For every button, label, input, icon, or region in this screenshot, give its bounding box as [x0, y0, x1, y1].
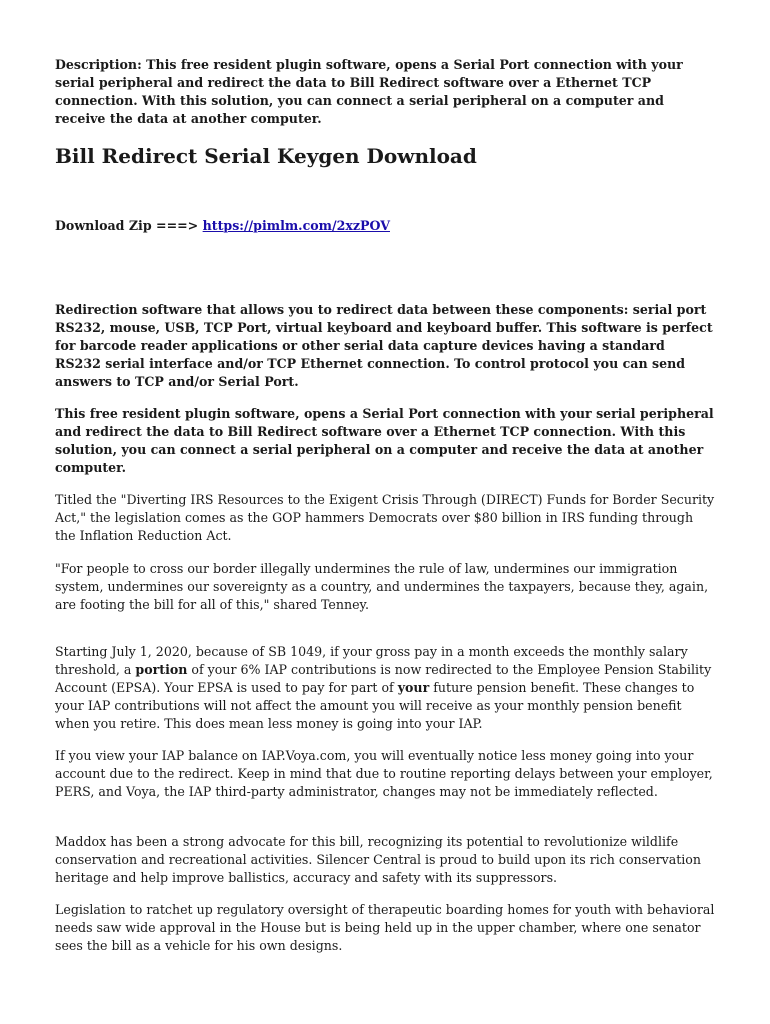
plugin-paragraph: This free resident plugin software, opens a Serial Port connection with your serial peripheral and redirect the data to Bill Redirect software over a Ethernet TCP connection. With this solution, you can connect a serial peripheral on a computer and receive the data at another computer.: [55, 406, 714, 475]
iap-bold-portion: portion: [135, 662, 188, 677]
download-link[interactable]: https://pimlm.com/2xzPOV: [202, 218, 390, 233]
redirection-paragraph: Redirection software that allows you to redirect data between these components: serial port RS232, mouse, USB, TCP Port, virtual keyboard and keyboard buffer. This software is perfect for barcode reader applications or other serial data capture devices having a standard RS232 serial interface and/or TCP Ethernet connection. To control protocol you can send answers to TCP and/or Serial Port.: [55, 302, 713, 389]
legislation-paragraph: Legislation to ratchet up regulatory oversight of therapeutic boarding homes for youth with behavioral needs saw wide approval in the House but is being held up in the upper chamber, where one senator sees the bill as a vehicle for his own designs.: [55, 902, 715, 953]
page-title: Bill Redirect Serial Keygen Download: [55, 144, 477, 168]
description-paragraph: Description: This free resident plugin software, opens a Serial Port connection with your serial peripheral and redirect the data to Bill Redirect software over a Ethernet TCP connection. With this solution, you can connect a serial peripheral on a computer and receive the data at another computer.: [55, 57, 683, 126]
iap-bold-your: your: [397, 680, 430, 695]
voya-paragraph: If you view your IAP balance on IAP.Voya.com, you will eventually notice less money going into your account due to the redirect. Keep in mind that due to routine reporting delays between your employer, PERS, and Voya, the IAP third-party administrator, changes may not be immediately reflected.: [55, 748, 713, 799]
irs-paragraph: Titled the "Diverting IRS Resources to the Exigent Crisis Through (DIRECT) Funds for Border Security Act," the legislation comes as the GOP hammers Democrats over $80 billion in IRS funding through the Inflation Reduction Act.: [55, 492, 715, 543]
download-label: Download Zip ===>: [55, 218, 203, 233]
iap-text-2: of your 6% IAP contributions is now redirected to the Employee Pension Stability Account (EPSA). Your EPSA is used to pay for part of: [55, 662, 712, 695]
tenney-quote-paragraph: "For people to cross our border illegally undermines the rule of law, undermines our immigration system, undermines our sovereignty as a country, and undermines the taxpayers, because they, again, are footing the bill for all of this," shared Tenney.: [55, 561, 709, 612]
download-line: [55, 217, 715, 235]
maddox-paragraph: Maddox has been a strong advocate for this bill, recognizing its potential to revolutionize wildlife conservation and recreational activities. Silencer Central is proud to build upon its rich conservation heritage and help improve ballistics, accuracy and safety with its suppressors.: [55, 834, 702, 885]
iap-text-1: Starting July 1, 2020, because of SB 1049, if your gross pay in a month exceeds the monthly salary threshold, a: [55, 644, 688, 677]
iap-paragraph: [55, 643, 715, 733]
iap-text-3: future pension benefit. These changes to your IAP contributions will not affect the amount you will receive as your monthly pension benefit when you retire. This does mean less money is going into your IAP.: [55, 680, 695, 731]
